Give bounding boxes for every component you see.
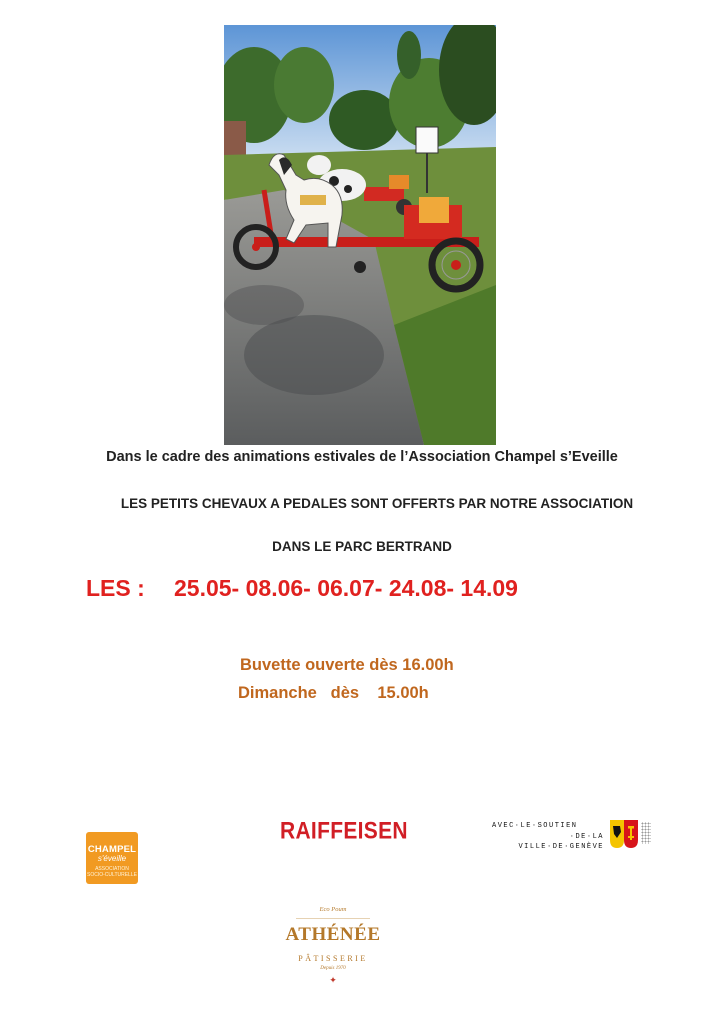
offer-text: LES PETITS CHEVAUX A PEDALES SONT OFFERTS PAR NOTRE ASSOCIATION <box>120 496 634 511</box>
geneve-logo <box>492 818 657 854</box>
champel-logo-line2: s'éveille <box>97 854 127 863</box>
dates-values: 25.05- 08.06- 06.07- 24.08- 14.09 <box>174 575 518 601</box>
athenee-name: ATHÉNÉE <box>285 924 381 945</box>
dates-line <box>86 575 518 602</box>
athenee-tagline: Eco Poum <box>319 906 347 913</box>
champel-logo <box>86 832 138 884</box>
geneve-dots <box>641 822 651 844</box>
geneve-line1: AVEC·LE·SOUTIEN <box>492 822 578 830</box>
dimanche-text: Dimanche dès 15.00h <box>238 684 429 702</box>
intro-text: Dans le cadre des animations estivales de l’Association Champel s’Eveille <box>106 449 618 465</box>
athenee-logo <box>282 906 384 986</box>
dates-label: LES : <box>86 575 145 601</box>
raiffeisen-logo: RAIFFEISEN <box>280 818 408 845</box>
geneve-line2: ·DE·LA <box>569 832 604 841</box>
geneve-crest-icon <box>608 818 640 850</box>
geneve-line3: VILLE·DE·GENÈVE <box>518 843 604 851</box>
event-photo <box>224 25 496 445</box>
athenee-subtitle: PÂTISSERIE <box>298 954 368 963</box>
athenee-since: Depuis 1970 <box>320 966 346 971</box>
champel-logo-line1: CHAMPEL <box>87 844 137 855</box>
athenee-rule <box>296 918 370 919</box>
champel-logo-line3: ASSOCIATION SOCIO-CULTURELLE <box>87 866 137 878</box>
park-text: DANS LE PARC BERTRAND <box>272 539 452 554</box>
buvette-text: Buvette ouverte dès 16.00h <box>240 656 454 674</box>
geneve-logo-text <box>492 821 604 853</box>
athenee-star-icon: ✦ <box>329 975 337 985</box>
